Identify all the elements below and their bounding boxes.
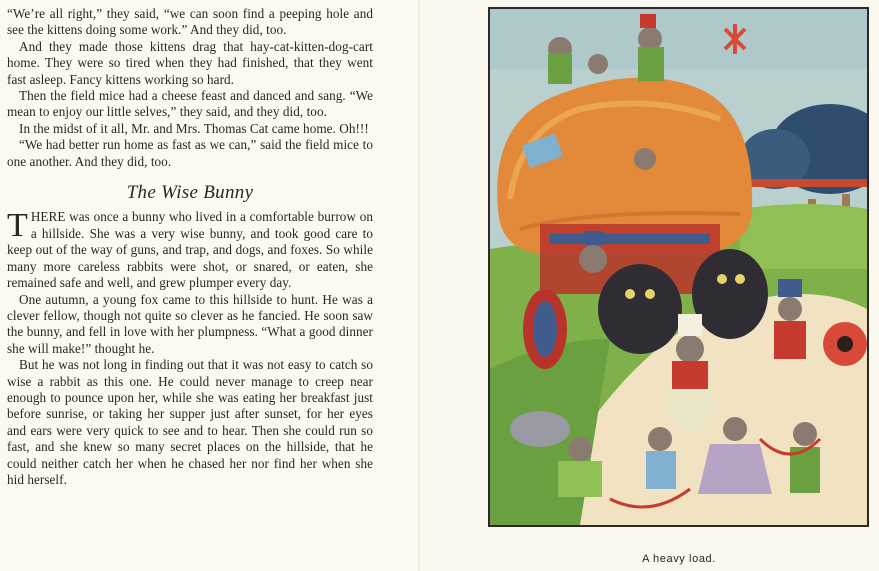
story-first-paragraph [7, 209, 373, 291]
paragraph: One autumn, a young fox came to this hillside to hunt. He was a clever fellow, though not quite so clever as he fancied. He soon saw the bunny, and fell in love with her plumpness. “What a good dinner she will make!” thought he. [7, 291, 373, 356]
paragraph: But he was not long in finding out that it was not easy to catch so wise a rabbit as this one. He could never manage to creep near enough to pounce upon her, while she was eating her breakfast just before sunrise, or taking her supper just after sunset, for her eyes and ears were very quick to see and to hear. Then she could run so fast, and she knew so many secret places on the hillside, that he could neither catch her when he chased her nor find her when she hid herself. [7, 357, 373, 487]
paragraph: In the midst of it all, Mr. and Mrs. Thomas Cat came home. Oh!!! [19, 120, 369, 136]
story-title: The Wise Bunny [126, 182, 254, 204]
story-first-paragraph-text: HERE was once a bunny who lived in a comfortable burrow on a hillside. She was a very wise bunny, and took good care to keep out of the way of guns, and trap, and dogs, and foxes. So while many more careless rabbits were shot, or snared, or eaten, she remained safe and well, and grew plumper every day. [7, 209, 373, 291]
text-column [7, 6, 373, 488]
paragraph: “We had better run home as fast as we can,” said the field mice to one another. And they did, too. [7, 137, 373, 169]
hay-cart-illustration [490, 9, 867, 525]
left-page [0, 0, 420, 571]
paragraph: “We’re all right,” they said, “we can soon find a peeping hole and see the kittens doing some work.” And they did, too. [7, 6, 373, 38]
illustration-caption: A heavy load. [642, 553, 716, 565]
paragraph: Then the field mice had a cheese feast and danced and sang. “We mean to enjoy our little selves,” they said, and they did, too. [7, 88, 373, 120]
illustration-plate [488, 7, 869, 527]
drop-cap: T [7, 207, 28, 245]
paragraph: And they made those kittens drag that hay-cat-kitten-dog-cart home. They were so tired when they had finished, that they went fast asleep. Fancy kittens working so hard. [7, 38, 373, 87]
